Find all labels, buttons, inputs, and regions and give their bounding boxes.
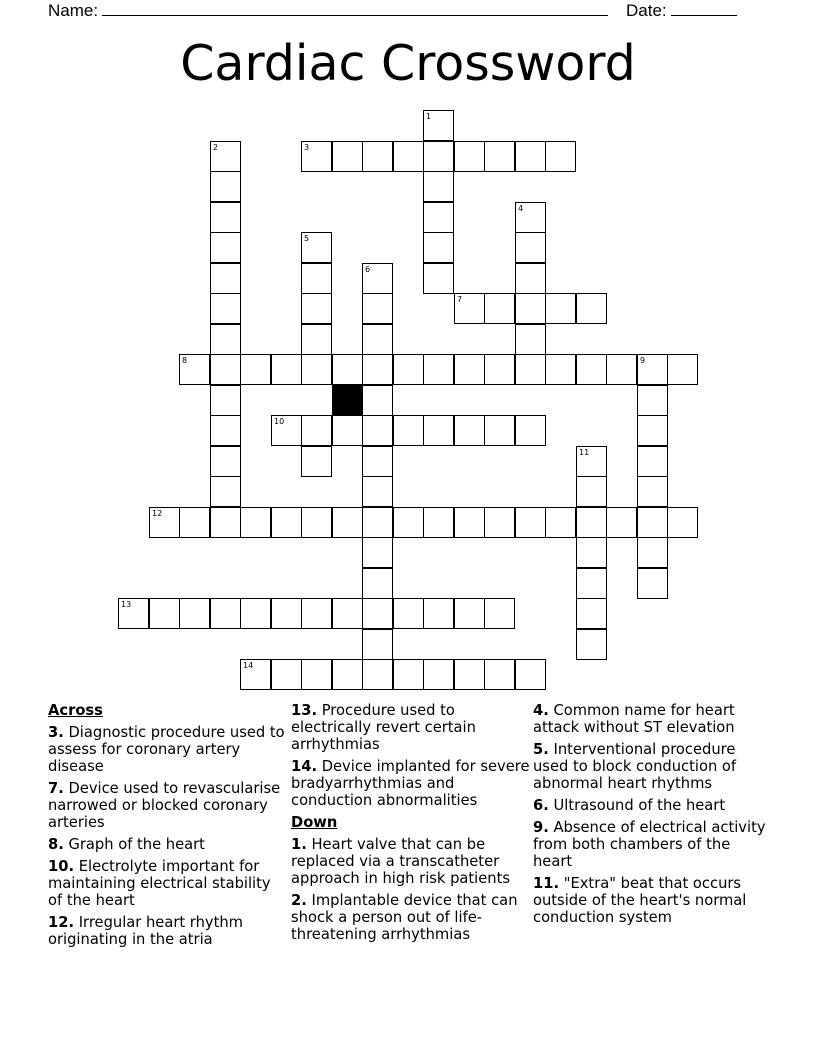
clue-number: 10 xyxy=(274,417,285,426)
grid-cell[interactable] xyxy=(637,568,668,599)
grid-cell[interactable] xyxy=(637,385,668,416)
clue-down-4: 4. Common name for heart attack without ST elevation xyxy=(533,702,735,736)
clue-down-9: 9. Absence of electrical activity from both chambers of the heart xyxy=(533,819,766,870)
grid-cell[interactable] xyxy=(362,537,393,568)
grid-cell[interactable] xyxy=(576,537,607,568)
clue-column-2 xyxy=(291,702,531,948)
clue-number: 4 xyxy=(518,204,524,213)
grid-cell[interactable] xyxy=(271,598,302,629)
grid-cell[interactable] xyxy=(667,354,698,385)
grid-cell[interactable] xyxy=(484,354,515,385)
grid-cell[interactable] xyxy=(423,110,454,141)
grid-cell[interactable] xyxy=(576,293,607,324)
grid-cell[interactable] xyxy=(576,568,607,599)
clue-number: 14 xyxy=(243,661,254,670)
grid-cell[interactable] xyxy=(210,507,241,538)
grid-cell[interactable] xyxy=(454,293,485,324)
grid-cell[interactable] xyxy=(515,507,546,538)
grid-cell[interactable] xyxy=(393,659,424,690)
page-title: Cardiac Crossword xyxy=(180,35,636,92)
grid-cell[interactable] xyxy=(423,659,454,690)
grid-cell[interactable] xyxy=(210,324,241,355)
grid-cell-blocked xyxy=(332,385,363,416)
clue-across-10: 10. Electrolyte important for maintaining electrical stability of the heart xyxy=(48,858,271,909)
across-heading: Across xyxy=(48,702,103,719)
grid-cell[interactable] xyxy=(545,354,576,385)
grid-cell[interactable] xyxy=(118,598,149,629)
grid-cell[interactable] xyxy=(515,141,546,172)
grid-cell[interactable] xyxy=(362,263,393,294)
grid-cell[interactable] xyxy=(210,354,241,385)
grid-cell[interactable] xyxy=(515,263,546,294)
grid-cell[interactable] xyxy=(210,293,241,324)
grid-cell[interactable] xyxy=(423,354,454,385)
grid-cell[interactable] xyxy=(637,354,668,385)
grid-cell[interactable] xyxy=(576,629,607,660)
grid-cell[interactable] xyxy=(484,659,515,690)
clue-down-1: 1. Heart valve that can be replaced via a transcatheter approach in high risk patients xyxy=(291,836,511,887)
grid-cell[interactable] xyxy=(454,507,485,538)
grid-cell[interactable] xyxy=(240,598,271,629)
grid-cell[interactable] xyxy=(393,141,424,172)
grid-cell[interactable] xyxy=(454,598,485,629)
grid-cell[interactable] xyxy=(240,354,271,385)
grid-cell[interactable] xyxy=(301,507,332,538)
grid-cell[interactable] xyxy=(515,202,546,233)
grid-cell[interactable] xyxy=(210,385,241,416)
grid-cell[interactable] xyxy=(362,659,393,690)
grid-cell[interactable] xyxy=(423,202,454,233)
clue-number: 13 xyxy=(121,600,132,609)
clue-number: 7 xyxy=(457,295,463,304)
grid-cell[interactable] xyxy=(393,598,424,629)
clue-number: 9 xyxy=(640,356,646,365)
grid-cell[interactable] xyxy=(545,507,576,538)
grid-cell[interactable] xyxy=(301,324,332,355)
grid-cell[interactable] xyxy=(545,141,576,172)
grid-cell[interactable] xyxy=(332,659,363,690)
down-heading: Down xyxy=(291,814,338,831)
grid-cell[interactable] xyxy=(423,171,454,202)
grid-cell[interactable] xyxy=(210,446,241,477)
grid-cell[interactable] xyxy=(271,415,302,446)
clue-across-8: 8. Graph of the heart xyxy=(48,836,205,853)
grid-cell[interactable] xyxy=(332,507,363,538)
grid-cell[interactable] xyxy=(606,354,637,385)
grid-cell[interactable] xyxy=(423,598,454,629)
grid-cell[interactable] xyxy=(423,141,454,172)
grid-cell[interactable] xyxy=(271,354,302,385)
clue-number: 11 xyxy=(579,448,590,457)
grid-cell[interactable] xyxy=(301,293,332,324)
grid-cell[interactable] xyxy=(515,293,546,324)
grid-cell[interactable] xyxy=(332,141,363,172)
grid-cell[interactable] xyxy=(362,324,393,355)
grid-cell[interactable] xyxy=(362,141,393,172)
grid-cell[interactable] xyxy=(210,263,241,294)
grid-cell[interactable] xyxy=(210,415,241,446)
grid-cell[interactable] xyxy=(301,232,332,263)
grid-cell[interactable] xyxy=(271,507,302,538)
grid-cell[interactable] xyxy=(606,507,637,538)
grid-cell[interactable] xyxy=(515,659,546,690)
grid-cell[interactable] xyxy=(423,415,454,446)
grid-cell[interactable] xyxy=(393,415,424,446)
grid-cell[interactable] xyxy=(362,507,393,538)
grid-cell[interactable] xyxy=(545,293,576,324)
grid-cell[interactable] xyxy=(576,446,607,477)
grid-cell[interactable] xyxy=(179,354,210,385)
grid-cell[interactable] xyxy=(454,354,485,385)
grid-cell[interactable] xyxy=(393,507,424,538)
clue-down-5: 5. Interventional procedure used to block conduction of abnormal heart rhythms xyxy=(533,741,737,792)
grid-cell[interactable] xyxy=(149,598,180,629)
grid-cell[interactable] xyxy=(240,507,271,538)
grid-cell[interactable] xyxy=(454,659,485,690)
clue-down-6: 6. Ultrasound of the heart xyxy=(533,797,726,814)
grid-cell[interactable] xyxy=(362,354,393,385)
grid-cell[interactable] xyxy=(637,537,668,568)
grid-cell[interactable] xyxy=(637,507,668,538)
clue-column-1 xyxy=(48,702,288,953)
grid-cell[interactable] xyxy=(332,598,363,629)
grid-cell[interactable] xyxy=(393,354,424,385)
clue-number: 2 xyxy=(213,143,219,152)
grid-cell[interactable] xyxy=(301,415,332,446)
grid-cell[interactable] xyxy=(271,659,302,690)
grid-cell[interactable] xyxy=(149,507,180,538)
name-label: Name: xyxy=(48,1,99,20)
clue-number: 8 xyxy=(182,356,188,365)
grid-cell[interactable] xyxy=(240,659,271,690)
grid-cell[interactable] xyxy=(362,629,393,660)
grid-cell[interactable] xyxy=(484,141,515,172)
clue-across-13: 13. Procedure used to electrically revert certain arrhythmias xyxy=(291,702,476,753)
clue-across-7: 7. Device used to revascularise narrowed or blocked coronary arteries xyxy=(48,780,281,831)
grid-cell[interactable] xyxy=(423,507,454,538)
clue-down-2: 2. Implantable device that can shock a person out of life-threatening arrhythmias xyxy=(291,892,518,943)
grid-cell[interactable] xyxy=(484,507,515,538)
grid-cell[interactable] xyxy=(210,476,241,507)
grid-cell[interactable] xyxy=(637,446,668,477)
grid-cell[interactable] xyxy=(423,263,454,294)
clue-down-11: 11. "Extra" beat that occurs outside of the heart's normal conduction system xyxy=(533,875,747,926)
clue-number: 1 xyxy=(426,112,432,121)
clue-across-14: 14. Device implanted for severe bradyarrhythmias and conduction abnormalities xyxy=(291,758,530,809)
grid-cell[interactable] xyxy=(332,354,363,385)
grid-cell[interactable] xyxy=(576,598,607,629)
grid-cell[interactable] xyxy=(576,476,607,507)
grid-cell[interactable] xyxy=(362,446,393,477)
grid-cell[interactable] xyxy=(332,415,363,446)
grid-cell[interactable] xyxy=(637,415,668,446)
grid-cell[interactable] xyxy=(576,354,607,385)
clue-number: 12 xyxy=(152,509,163,518)
grid-cell[interactable] xyxy=(484,598,515,629)
grid-cell[interactable] xyxy=(301,263,332,294)
clue-across-12: 12. Irregular heart rhythm originating in the atria xyxy=(48,914,243,948)
grid-cell[interactable] xyxy=(301,659,332,690)
grid-cell[interactable] xyxy=(362,476,393,507)
clue-number: 3 xyxy=(304,143,310,152)
grid-cell[interactable] xyxy=(301,446,332,477)
grid-cell[interactable] xyxy=(423,232,454,263)
grid-cell[interactable] xyxy=(484,415,515,446)
grid-cell[interactable] xyxy=(301,598,332,629)
grid-cell[interactable] xyxy=(362,598,393,629)
clue-number: 5 xyxy=(304,234,310,243)
grid-cell[interactable] xyxy=(454,141,485,172)
grid-cell[interactable] xyxy=(210,598,241,629)
grid-cell[interactable] xyxy=(515,415,546,446)
date-label: Date: xyxy=(626,1,667,20)
grid-cell[interactable] xyxy=(637,476,668,507)
clue-across-3: 3. Diagnostic procedure used to assess for coronary artery disease xyxy=(48,724,285,775)
grid-cell[interactable] xyxy=(515,324,546,355)
grid-cell[interactable] xyxy=(667,507,698,538)
grid-cell[interactable] xyxy=(362,415,393,446)
grid-cell[interactable] xyxy=(210,141,241,172)
grid-cell[interactable] xyxy=(301,354,332,385)
grid-cell[interactable] xyxy=(454,415,485,446)
grid-cell[interactable] xyxy=(362,385,393,416)
grid-cell[interactable] xyxy=(515,354,546,385)
grid-cell[interactable] xyxy=(210,232,241,263)
grid-cell[interactable] xyxy=(301,141,332,172)
grid-cell[interactable] xyxy=(179,507,210,538)
grid-cell[interactable] xyxy=(179,598,210,629)
grid-cell[interactable] xyxy=(210,202,241,233)
grid-cell[interactable] xyxy=(484,293,515,324)
grid-cell[interactable] xyxy=(210,171,241,202)
grid-cell[interactable] xyxy=(515,232,546,263)
clue-number: 6 xyxy=(365,265,371,274)
grid-cell[interactable] xyxy=(362,293,393,324)
clue-column-3 xyxy=(533,702,773,931)
grid-cell[interactable] xyxy=(362,568,393,599)
grid-cell[interactable] xyxy=(576,507,607,538)
